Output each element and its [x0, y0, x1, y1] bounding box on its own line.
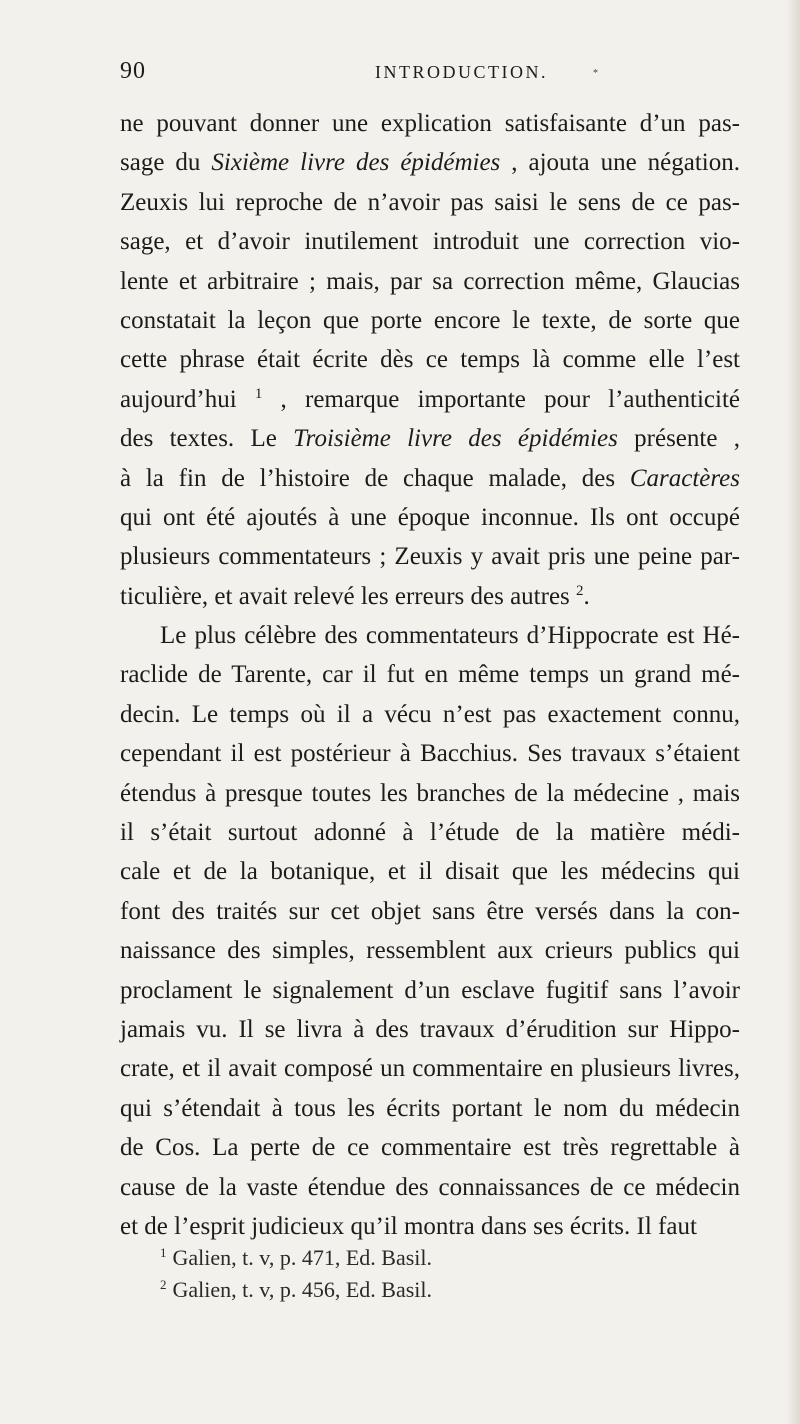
- text-line: [120, 734, 740, 773]
- italic-title: Caractères: [629, 464, 740, 492]
- footnote-text: Galien, t. v, p. 471, Ed. Basil.: [172, 1245, 432, 1270]
- text-segment: aujourd’hui: [120, 385, 255, 413]
- text-line: [120, 262, 740, 301]
- page-edge-shadow: [786, 0, 800, 1424]
- text-segment: présente ,: [617, 425, 740, 453]
- text-line: [120, 1049, 740, 1088]
- text-segment: qui s’étendait à tous les écrits portant le nom du médecin: [120, 1094, 740, 1122]
- footnote-reference: 2: [576, 582, 584, 599]
- text-line: [120, 931, 740, 970]
- text-line: [120, 1207, 740, 1246]
- text-segment: lente et arbitraire ; mais, par sa correction même, Glaucias: [120, 267, 740, 295]
- text-segment: ne pouvant donner une explication satisfaisante d’un pas-: [120, 110, 740, 137]
- footnote-1: [160, 1242, 740, 1274]
- footnote-text: Galien, t. v, p. 456, Ed. Basil.: [172, 1277, 432, 1302]
- text-line: [120, 459, 740, 498]
- text-segment: .: [583, 582, 590, 610]
- text-segment: constatait la leçon que porte encore le texte, de sorte que: [120, 306, 740, 334]
- italic-title: Troisième livre des épidémies: [293, 425, 618, 453]
- text-line: [120, 340, 740, 379]
- text-segment: plusieurs commentateurs ; Zeuxis y avait pris une peine par-: [120, 543, 740, 571]
- text-line: [120, 104, 740, 143]
- text-line: [120, 655, 740, 694]
- text-line: [120, 616, 740, 655]
- text-segment: ticulière, et avait relevé les erreurs des autres: [120, 582, 577, 610]
- text-segment: proclament le signalement d’un esclave fugitif sans l’avoir: [120, 976, 740, 1004]
- italic-title: Sixième livre des épidémies: [211, 149, 501, 177]
- text-segment: et de l’esprit judicieux qu’il montra dans ses écrits. Il faut: [120, 1212, 697, 1240]
- text-line: [120, 813, 740, 852]
- text-segment: naissance des simples, ressemblent aux crieurs publics qui: [120, 937, 740, 965]
- header-mark: *: [593, 68, 598, 79]
- text-line: [120, 380, 740, 419]
- text-line: [120, 1010, 740, 1049]
- text-segment: il s’était surtout adonné à l’étude de la matière médi-: [120, 819, 740, 847]
- text-line: [120, 183, 740, 222]
- text-segment: Le plus célèbre des commentateurs d’Hippocrate est Hé-: [160, 622, 740, 650]
- footnote-marker: 1: [160, 1245, 167, 1260]
- text-segment: étendus à presque toutes les branches de la médecine , mais: [120, 779, 740, 807]
- footnotes: [160, 1242, 740, 1306]
- text-segment: des textes. Le: [120, 425, 294, 453]
- text-line: [120, 419, 740, 458]
- text-segment: jamais vu. Il se livra à des travaux d’érudition sur Hippo-: [120, 1015, 740, 1043]
- text-line: [120, 498, 740, 537]
- text-segment: decin. Le temps où il a vécu n’est pas exactement connu,: [120, 700, 740, 728]
- text-line: [120, 301, 740, 340]
- text-line: [120, 892, 740, 931]
- running-head: INTRODUCTION.: [375, 62, 548, 82]
- text-segment: cause de la vaste étendue des connaissances de ce médecin: [120, 1173, 740, 1201]
- text-segment: cette phrase était écrite dès ce temps là comme elle l’est: [120, 346, 740, 374]
- footnote-reference: 1: [254, 385, 263, 402]
- text-line: [120, 1168, 740, 1207]
- body-text: [120, 104, 740, 1246]
- text-segment: à la fin de l’histoire de chaque malade, des: [120, 464, 630, 492]
- text-line: [120, 971, 740, 1010]
- text-line: [120, 852, 740, 891]
- text-segment: Zeuxis lui reproche de n’avoir pas saisi le sens de ce pas-: [120, 188, 740, 216]
- text-line: [120, 143, 740, 182]
- page-header: [120, 58, 740, 90]
- text-segment: de Cos. La perte de ce commentaire est très regrettable à: [120, 1134, 740, 1162]
- text-segment: crate, et il avait composé un commentaire en plusieurs livres,: [120, 1055, 740, 1083]
- page-number: 90: [120, 58, 146, 84]
- footnote-marker: 2: [160, 1277, 167, 1292]
- text-segment: font des traités sur cet objet sans être versés dans la con-: [120, 897, 740, 925]
- text-segment: sage, et d’avoir inutilement introduit une correction vio-: [120, 228, 740, 256]
- text-line: [120, 774, 740, 813]
- text-line: [120, 537, 740, 576]
- text-segment: qui ont été ajoutés à une époque inconnue. Ils ont occupé: [120, 503, 740, 531]
- text-segment: cale et de la botanique, et il disait que les médecins qui: [120, 858, 740, 886]
- text-segment: sage du: [120, 149, 212, 177]
- text-segment: cependant il est postérieur à Bacchius. Ses travaux s’étaient: [120, 740, 740, 768]
- text-segment: raclide de Tarente, car il fut en même temps un grand mé-: [120, 661, 740, 689]
- footnote-2: [160, 1274, 740, 1306]
- text-line: [120, 1089, 740, 1128]
- text-line: [120, 695, 740, 734]
- text-line: [120, 1128, 740, 1167]
- text-line: [120, 222, 740, 261]
- text-segment: , ajouta une négation.: [500, 149, 740, 177]
- text-segment: , remarque importante pour l’authenticité: [262, 385, 740, 413]
- text-line: [120, 577, 740, 616]
